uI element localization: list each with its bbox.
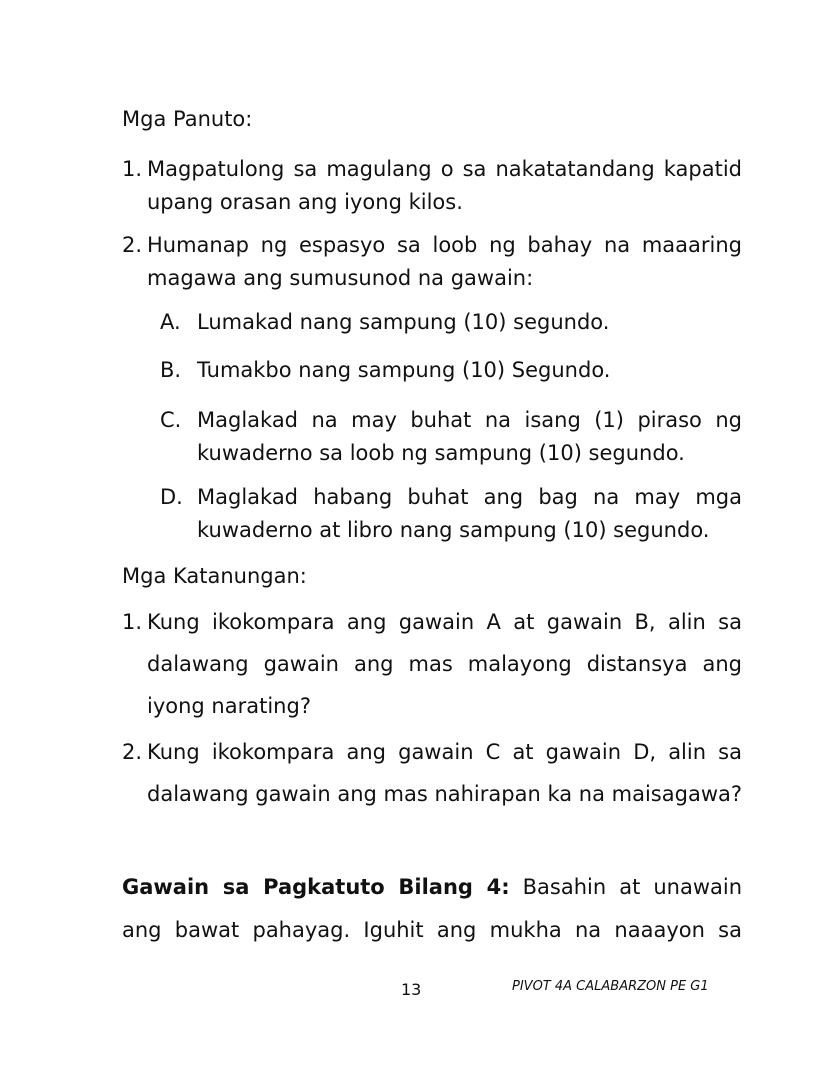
item-number: 2. xyxy=(122,740,143,764)
gawain-paragraph xyxy=(122,866,742,952)
katanungan-item-2 xyxy=(122,731,742,815)
item-text: Humanap ng espasyo sa loob ng bahay na maaaring magawa ang sumusunod na gawain: xyxy=(147,233,742,290)
sub-item-letter: C. xyxy=(160,408,182,432)
gawain-label: Gawain sa Pagkatuto Bilang 4: xyxy=(122,875,510,899)
item-text: Kung ikokompara ang gawain C at gawain D, alin sa dalawang gawain ang mas nahirapan ka na maisagawa? xyxy=(147,740,743,806)
sub-item-d xyxy=(160,481,742,547)
item-number: 2. xyxy=(122,233,143,257)
katanungan-heading: Mga Katanungan: xyxy=(122,564,307,588)
gawain-text: Basahin at unawain ang bawat pahayag. Iguhit ang mukha na naaayon sa xyxy=(122,875,743,942)
katanungan-item-1 xyxy=(122,601,742,727)
panuto-item-1 xyxy=(122,153,742,219)
sub-item-letter: D. xyxy=(160,485,183,509)
sub-item-text: Maglakad na may buhat na isang (1) piraso ng kuwaderno sa loob ng sampung (10) segundo. xyxy=(197,408,742,465)
sub-item-b xyxy=(160,354,742,387)
sub-item-letter: B. xyxy=(160,358,182,382)
sub-item-text: Maglakad habang buhat ang bag na may mga kuwaderno at libro nang sampung (10) segundo. xyxy=(197,485,742,542)
page-number: 13 xyxy=(401,980,422,999)
panuto-heading: Mga Panuto: xyxy=(122,107,253,131)
sub-item-text: Lumakad nang sampung (10) segundo. xyxy=(197,310,610,334)
sub-item-text: Tumakbo nang sampung (10) Segundo. xyxy=(197,358,611,382)
item-text: Kung ikokompara ang gawain A at gawain B, alin sa dalawang gawain ang mas malayong distansya ang iyong narating? xyxy=(147,610,742,718)
item-text: Magpatulong sa magulang o sa nakatatandang kapatid upang orasan ang iyong kilos. xyxy=(147,157,742,214)
footer-title: PIVOT 4A CALABARZON PE G1 xyxy=(512,979,709,994)
sub-item-a xyxy=(160,306,742,339)
item-number: 1. xyxy=(122,610,143,634)
panuto-item-2 xyxy=(122,229,742,295)
item-number: 1. xyxy=(122,157,143,181)
sub-item-c xyxy=(160,404,742,470)
sub-item-letter: A. xyxy=(160,310,181,334)
